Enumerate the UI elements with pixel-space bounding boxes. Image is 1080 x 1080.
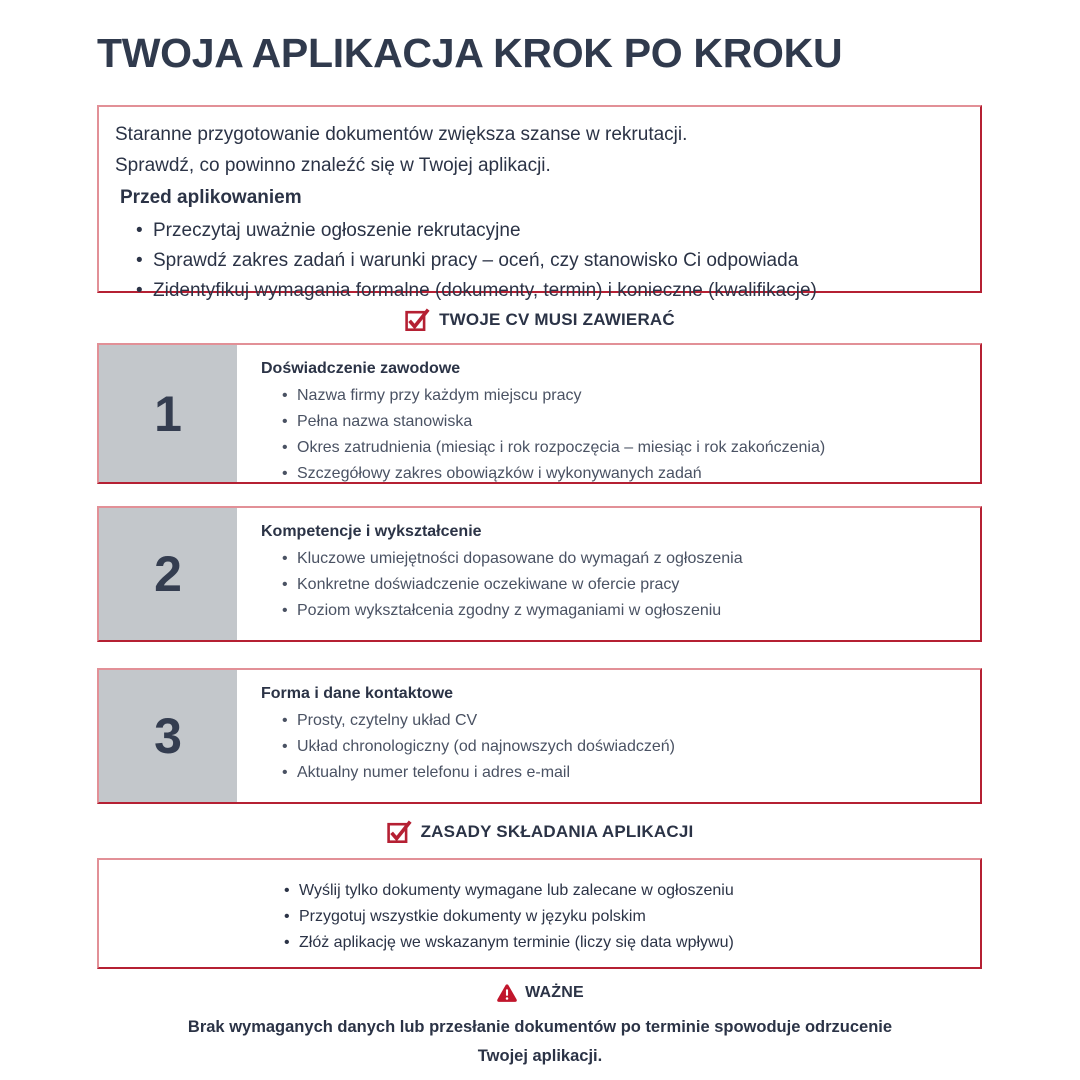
page-title: TWOJA APLIKACJA KROK PO KROKU [97,30,843,76]
section-heading-label: ZASADY SKŁADANIA APLIKACJI [420,822,694,841]
section-heading-rules [0,819,1080,845]
list-item: • Okres zatrudnienia (miesiąc i rok rozpoczęcia – miesiąc i rok zakończenia) [297,435,980,461]
intro-line-1: Staranne przygotowanie dokumentów zwiększa szanse w rekrutacji. [115,124,688,145]
step-card-1 [97,343,982,484]
list-item: • Konkretne doświadczenie oczekiwane w ofercie pracy [297,572,980,598]
list-item: • Szczegółowy zakres obowiązków i wykonywanych zadań [297,461,980,487]
list-item: • Pełna nazwa stanowiska [297,409,980,435]
intro-list [115,216,964,306]
section-heading-cv [0,307,1080,333]
list-item: • Aktualny numer telefonu i adres e-mail [297,760,980,786]
checkbox-checked-icon [387,819,412,845]
warning-text-line-2: Twojej aplikacji. [477,1047,603,1065]
list-item: • Zidentyfikuj wymagania formalne (dokumenty, termin) i konieczne (kwalifikacje) [153,276,964,306]
step-list [261,546,980,624]
step-content [237,508,980,640]
rules-box [97,858,982,969]
step-card-3 [97,668,982,804]
list-item: • Poziom wykształcenia zgodny z wymaganiami w ogłoszeniu [297,598,980,624]
step-title: Kompetencje i wykształcenie [261,523,482,540]
intro-box [97,105,982,301]
list-item: • Układ chronologiczny (od najnowszych doświadczeń) [297,734,980,760]
step-list [261,708,980,786]
step-number: 3 [99,670,237,802]
step-card-2 [97,506,982,642]
list-item: • Kluczowe umiejętności dopasowane do wymagań z ogłoszenia [297,546,980,572]
step-title: Doświadczenie zawodowe [261,360,461,377]
step-title: Forma i dane kontaktowe [261,685,454,702]
list-item: • Nazwa firmy przy każdym miejscu pracy [297,383,980,409]
list-item: • Przygotuj wszystkie dokumenty w języku polskim [299,904,980,930]
checkbox-checked-icon [405,307,430,333]
list-item: • Złóż aplikację we wskazanym terminie (liczy się data wpływu) [299,930,980,956]
list-item: • Przeczytaj uważnie ogłoszenie rekrutacyjne [153,216,964,246]
intro-line-2: Sprawdź, co powinno znaleźć się w Twojej aplikacji. [115,155,551,176]
intro-subheading: Przed aplikowaniem [120,187,302,208]
list-item: • Prosty, czytelny układ CV [297,708,980,734]
warning-triangle-icon [496,983,518,1003]
warning-text [0,1013,1080,1071]
warning-label: WAŻNE [525,984,584,1001]
step-number: 2 [99,508,237,640]
step-list [261,383,980,487]
section-heading-label: TWOJE CV MUSI ZAWIERAĆ [439,310,675,329]
rules-list [99,878,980,956]
list-item: • Sprawdź zakres zadań i warunki pracy – oceń, czy stanowisko Ci odpowiada [153,246,964,276]
step-content [237,670,980,802]
warning-text-line-1: Brak wymaganych danych lub przesłanie dokumentów po terminie spowoduje odrzucenie [187,1018,893,1036]
step-content [237,345,980,482]
list-item: • Wyślij tylko dokumenty wymagane lub zalecane w ogłoszeniu [299,878,980,904]
warning-heading [0,983,1080,1003]
step-number: 1 [99,345,237,482]
